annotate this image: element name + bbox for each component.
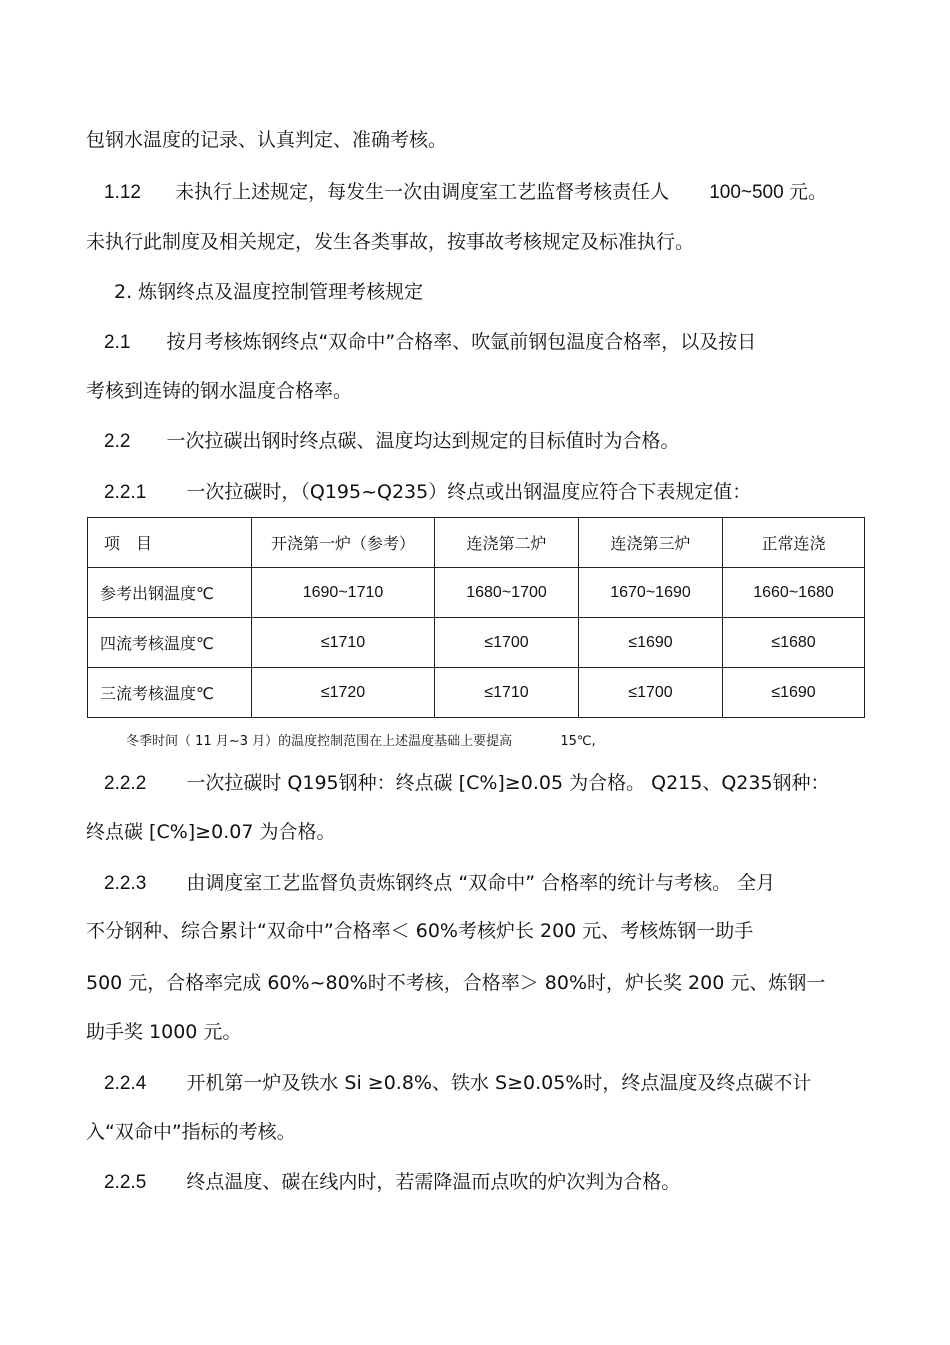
- table-cell: ≤1710: [252, 618, 435, 668]
- table-cell: ≤1720: [252, 668, 435, 718]
- clause-number: 2.1: [104, 332, 131, 353]
- table-header: 正常连浇: [723, 518, 865, 568]
- clause-2-2-5: [104, 1170, 680, 1195]
- table-cell: ≤1690: [579, 618, 723, 668]
- clause-text: 由调度室工艺监督负责炼钢终点 “双命中” 合格率的统计与考核。 全月: [186, 872, 776, 894]
- clause-2-2-4: [104, 1071, 811, 1096]
- clause-text: 一次拉碳时 Q195钢种：终点碳 [C%]≥0.05 为合格。 Q215、Q235钢种：: [186, 772, 830, 794]
- paragraph-line: 不分钢种、综合累计“双命中”合格率＜ 60%考核炉长 200 元、考核炼钢一助手: [86, 920, 754, 942]
- clause-number: 2.2.2: [104, 773, 147, 794]
- temperature-table: [87, 517, 865, 718]
- table-cell: ≤1690: [723, 668, 865, 718]
- note-text: 冬季时间（ 11 月~3 月）的温度控制范围在上述温度基础上要提高: [126, 734, 513, 749]
- clause-2-2-1: [104, 480, 751, 505]
- clause-text: 一次拉碳时，（Q195~Q235）终点或出钢温度应符合下表规定值：: [186, 481, 752, 503]
- paragraph-line: 终点碳 [C%]≥0.07 为合格。: [86, 821, 336, 843]
- clause-text: 按月考核炼钢终点“双命中”合格率、吹氩前钢包温度合格率，以及按日: [166, 331, 757, 353]
- table-row: [88, 568, 865, 618]
- clause-text: 一次拉碳出钢时终点碳、温度均达到规定的目标值时为合格。: [166, 430, 680, 452]
- table-cell: 三流考核温度℃: [88, 668, 252, 718]
- table-header: 项 目: [88, 518, 252, 568]
- note-value: 15℃,: [560, 734, 596, 749]
- table-header: 连浇第三炉: [579, 518, 723, 568]
- paragraph-line: 500 元，合格率完成 60%~80%时不考核，合格率＞ 80%时，炉长奖 200 元、炼钢一: [86, 972, 826, 994]
- paragraph-line: 入“双命中”指标的考核。: [86, 1121, 296, 1143]
- section-heading: 2. 炼钢终点及温度控制管理考核规定: [114, 281, 424, 303]
- clause-text: 开机第一炉及铁水 Si ≥0.8%、铁水 S≥0.05%时，终点温度及终点碳不计: [186, 1072, 812, 1094]
- table-cell: ≤1680: [723, 618, 865, 668]
- table-cell: 参考出钢温度℃: [88, 568, 252, 618]
- table-cell: ≤1700: [579, 668, 723, 718]
- table-row: [88, 668, 865, 718]
- table-cell: 1680~1700: [435, 568, 579, 618]
- clause-2-1: [104, 330, 756, 355]
- table-header: 开浇第一炉（参考）: [252, 518, 435, 568]
- table-cell: 1660~1680: [723, 568, 865, 618]
- table-cell: ≤1710: [435, 668, 579, 718]
- clause-number: 2.2: [104, 431, 131, 452]
- clause-2-2-2: [104, 771, 830, 796]
- table-cell: 1690~1710: [252, 568, 435, 618]
- clause-number: 1.12: [104, 182, 141, 203]
- clause-amount: 100~500 元。: [709, 182, 827, 203]
- clause-number: 2.2.4: [104, 1073, 147, 1094]
- table-cell: 1670~1690: [579, 568, 723, 618]
- clause-1-12: [104, 180, 827, 205]
- clause-2-2-3: [104, 871, 775, 896]
- clause-text: 未执行上述规定，每发生一次由调度室工艺监督考核责任人: [175, 181, 670, 203]
- clause-number: 2.2.5: [104, 1172, 147, 1193]
- clause-number: 2.2.1: [104, 482, 147, 503]
- table-cell: ≤1700: [435, 618, 579, 668]
- table-row: [88, 618, 865, 668]
- table-header-row: [88, 518, 865, 568]
- paragraph-line: 包钢水温度的记录、认真判定、准确考核。: [86, 129, 448, 151]
- clause-2-2: [104, 429, 680, 454]
- table-note: [126, 730, 596, 749]
- paragraph-line: 未执行此制度及相关规定，发生各类事故，按事故考核规定及标准执行。: [86, 231, 695, 253]
- clause-text: 终点温度、碳在线内时，若需降温而点吹的炉次判为合格。: [186, 1171, 681, 1193]
- clause-number: 2.2.3: [104, 873, 147, 894]
- paragraph-line: 助手奖 1000 元。: [86, 1021, 242, 1043]
- table-header: 连浇第二炉: [435, 518, 579, 568]
- table-cell: 四流考核温度℃: [88, 618, 252, 668]
- paragraph-line: 考核到连铸的钢水温度合格率。: [86, 380, 353, 402]
